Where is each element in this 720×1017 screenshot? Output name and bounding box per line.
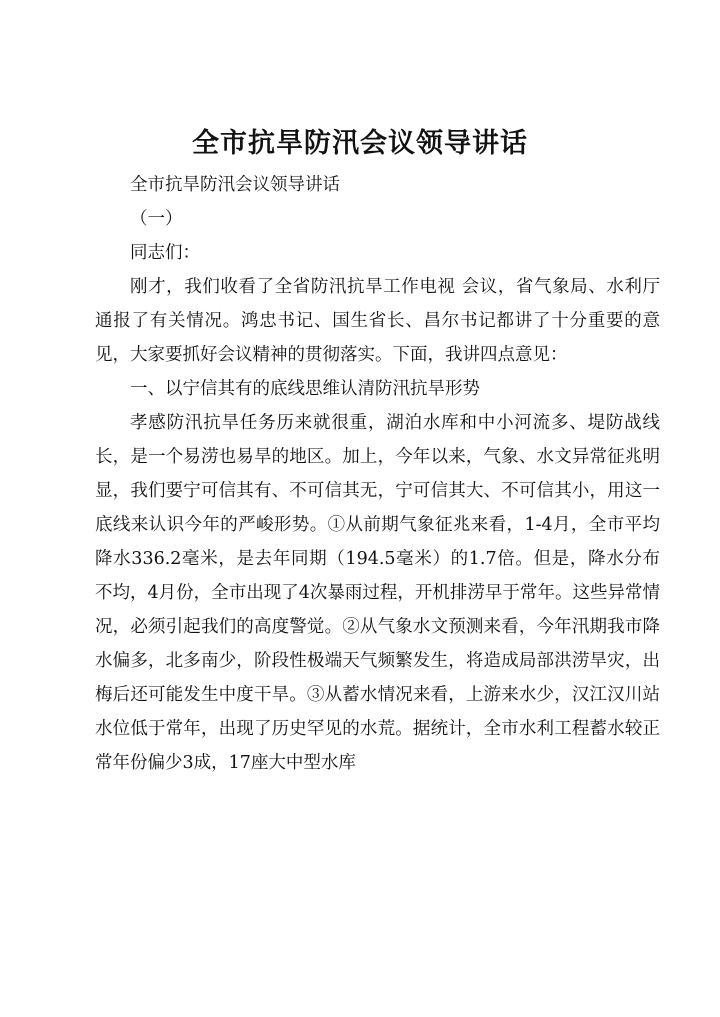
subtitle-paragraph: 全市抗旱防汛会议领导讲话: [130, 175, 340, 195]
section-heading: 一、以宁信其有的底线思维认清防汛抗旱形势: [130, 379, 480, 399]
section-number: （一）: [130, 209, 183, 229]
body-paragraph: 孝感防汛抗旱任务历来就很重，湖泊水库和中小河流多、堤防战线长，是一个易涝也易旱的地区。加上，今年以来，气象、水文异常征兆明显，我们要宁可信其有、不可信其无，宁可信其大、不可信其小，用这一底线来认识今年的严峻形势。①从前期气象征兆来看，1-4月，全市平均降水336.2毫米，是去年同期（194.5毫米）的1.7倍。但是，降水分布不均，4月份，全市出现了4次暴雨过程，开机排涝早于常年。这些异常情况，必须引起我们的高度警觉。②从气象水文预测来看，今年汛期我市降水偏多，北多南少，阶段性极端天气频繁发生，将造成局部洪涝旱灾，出梅后还可能发生中度干旱。③从蓄水情况来看，上游来水少，汉江汉川站水位低于常年，出现了历史罕见的水荒。据统计，全市水利工程蓄水较正常年份偏少3成，17座大中型水库: [95, 413, 660, 773]
document-title: 全市抗旱防汛会议领导讲话: [192, 128, 528, 159]
salutation: 同志们：: [130, 243, 200, 263]
document-body: [95, 168, 660, 780]
intro-paragraph: 刚才，我们收看了全省防汛抗旱工作电视 会议，省气象局、水利厅通报了有关情况。鸿忠书记、国生省长、昌尔书记都讲了十分重要的意见，大家要抓好会议精神的贯彻落实。下面，我讲四点意见：: [95, 277, 660, 365]
